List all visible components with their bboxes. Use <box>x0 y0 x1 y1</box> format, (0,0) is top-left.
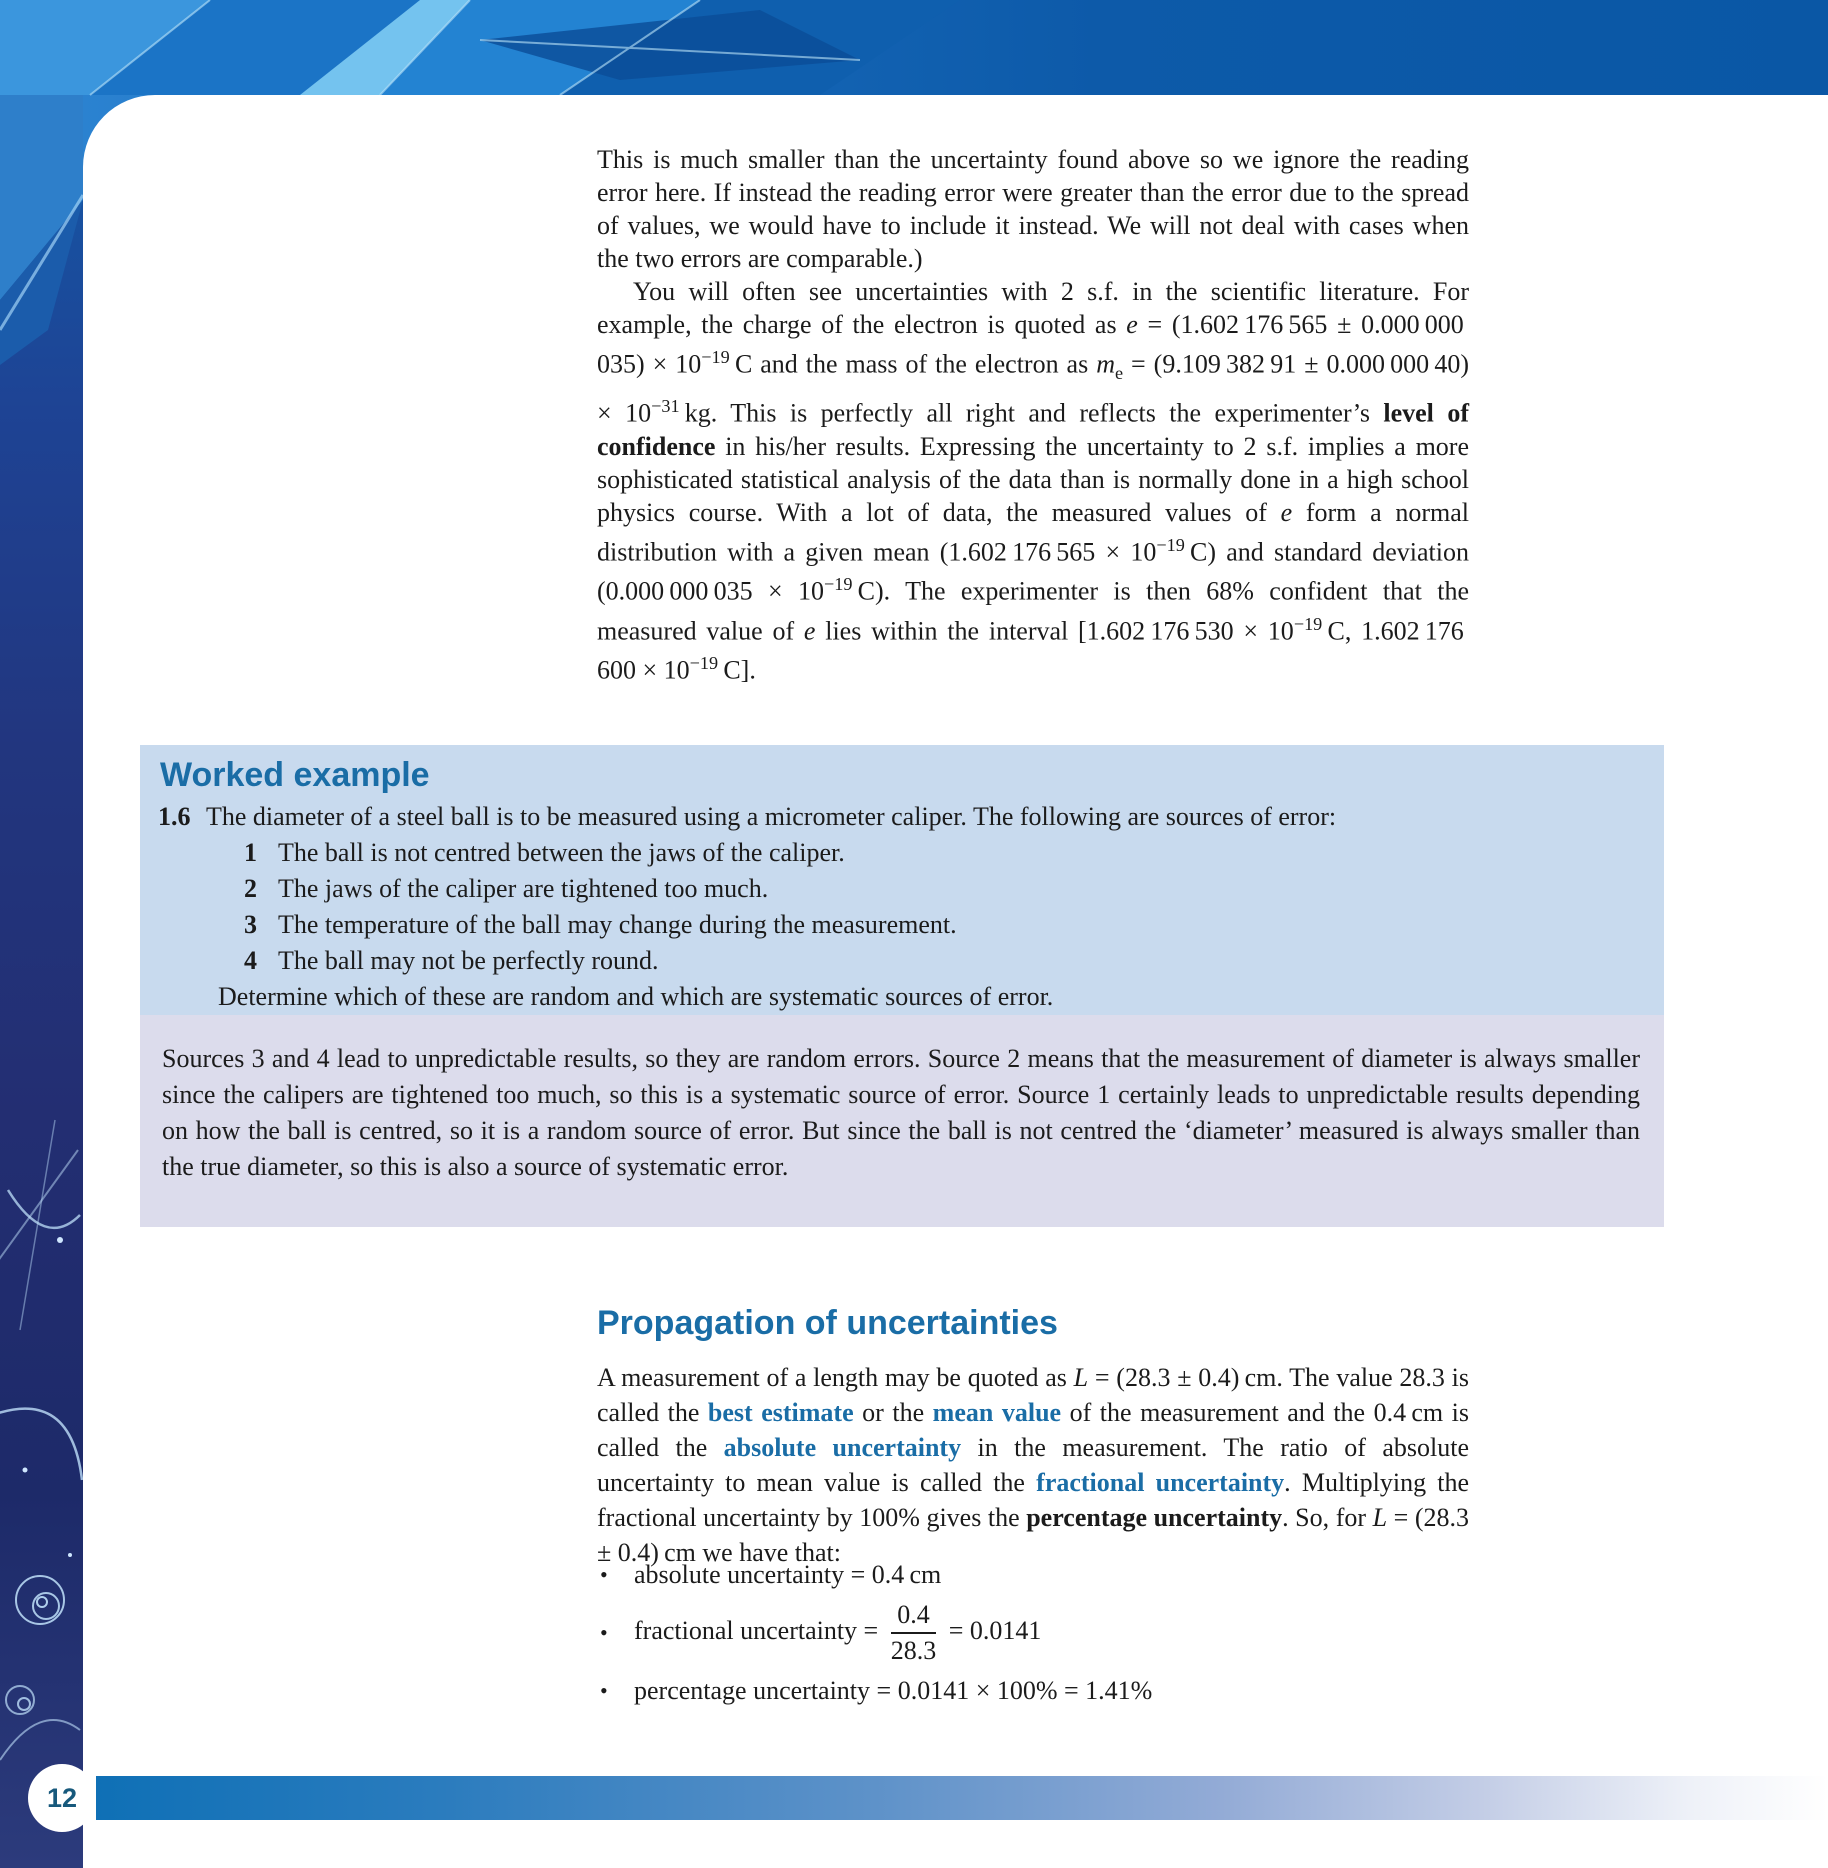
answer-box <box>140 1015 1664 1227</box>
page-number: 12 <box>46 1782 78 1813</box>
footer-bar <box>96 1776 1828 1820</box>
item-number: 1 <box>244 838 257 867</box>
answer-text: Sources 3 and 4 lead to unpredictable results, so they are random errors. Source 2 means that the measurement of diameter is always smaller since the calipers are tightened too much, so this is a systematic source of error. Source 1 certainly leads to unpredictable results depending on how the ball is centred, so it is a random source of error. But since the ball is not centred the ‘diameter’ measured is always smaller than the true diameter, so this is also a source of systematic error. <box>162 1044 1640 1181</box>
error-source-item <box>244 943 1644 979</box>
propagation-paragraph: A measurement of a length may be quoted as L = (28.3 ± 0.4) cm. The value 28.3 is called the best estimate or the mean value of the measurement and the 0.4 cm is called the absolute uncertainty in the measurement. The ratio of absolute uncertainty to mean value is called the fractional uncertainty. Multiplying the fractional uncertainty by 100% gives the percentage uncertainty. So, for L = (28.3 ± 0.4) cm we have that: <box>597 1363 1470 1567</box>
bullet-item <box>600 1600 1480 1666</box>
item-text: The ball is not centred between the jaws of the caliper. <box>278 838 845 867</box>
worked-example-box <box>140 745 1664 1015</box>
bullet-icon: • <box>600 1562 608 1587</box>
bullet-text: fractional uncertainty = $\frac{0.4}{28.3}$ = 0.0141 <box>634 1600 1042 1665</box>
page-number-badge <box>28 1764 96 1832</box>
error-source-item <box>244 835 1644 871</box>
bullet-text: percentage uncertainty = 0.0141 × 100% = 1.41% <box>634 1675 1153 1705</box>
item-text: The temperature of the ball may change during the measurement. <box>278 910 957 939</box>
bullet-icon: • <box>600 1677 608 1703</box>
section-title: Propagation of uncertainties <box>597 1304 1058 1342</box>
paragraph: You will often see uncertainties with 2 s.f. in the scientific literature. For example, the charge of the electron is quoted as e = (1.602 176 565 ± 0.000 000 $035) \times 10^{-19}$ C and the mass of the electron as $m_e = (9.109$ 382 91 ± 0.000 000 $40) \times 10^{-31}$ kg. This is perfectly all right and reflects the experimenter’s level of confidence in his/her results. Expressing the uncertainty to 2 s.f. implies a more sophisticated statistical analysis of the data than is normally done in a high school physics course. With a lot of data, the measured values of e form a normal distribution with a given mean (1.602 176 $565 \times 10^{-19}$ C) and standard deviation (0.000 000 $035 \times 10^{-19}$ C). The experimenter is then 68% confident that the measured value of e lies within the interval [1.602 176 $530 \times 10^{-19}$ C, 1.602 176 $600 \times 10^{-19}$ C]. <box>597 277 1470 686</box>
paragraph-continued: This is much smaller than the uncertainty found above so we ignore the reading error here. If instead the reading error were greater than the error due to the spread of values, we would have to include it instead. We will not deal with cases when the two errors are comparable.) <box>597 145 1469 273</box>
item-number: 2 <box>244 874 257 903</box>
item-number: 4 <box>244 946 257 975</box>
bullet-list <box>600 1560 1480 1716</box>
bullet-icon: • <box>600 1619 608 1645</box>
bullet-text: absolute uncertainty = 0.4 cm <box>634 1560 942 1589</box>
example-number: 1.6 <box>158 802 191 831</box>
example-intro: The diameter of a steel ball is to be measured using a micrometer caliper. The following are sources of error: <box>206 802 1337 831</box>
bullet-item <box>600 1560 1480 1590</box>
worked-example-content <box>158 799 1644 1015</box>
example-body <box>206 799 1644 1015</box>
worked-example-title: Worked example <box>160 756 430 794</box>
error-source-item <box>244 871 1644 907</box>
error-source-item <box>244 907 1644 943</box>
item-text: The jaws of the caliper are tightened too much. <box>278 874 769 903</box>
bullet-item <box>600 1676 1480 1706</box>
main-text-column <box>597 143 1469 687</box>
example-prompt: Determine which of these are random and which are systematic sources of error. <box>218 982 1054 1011</box>
item-text: The ball may not be perfectly round. <box>278 946 659 975</box>
item-number: 3 <box>244 910 257 939</box>
